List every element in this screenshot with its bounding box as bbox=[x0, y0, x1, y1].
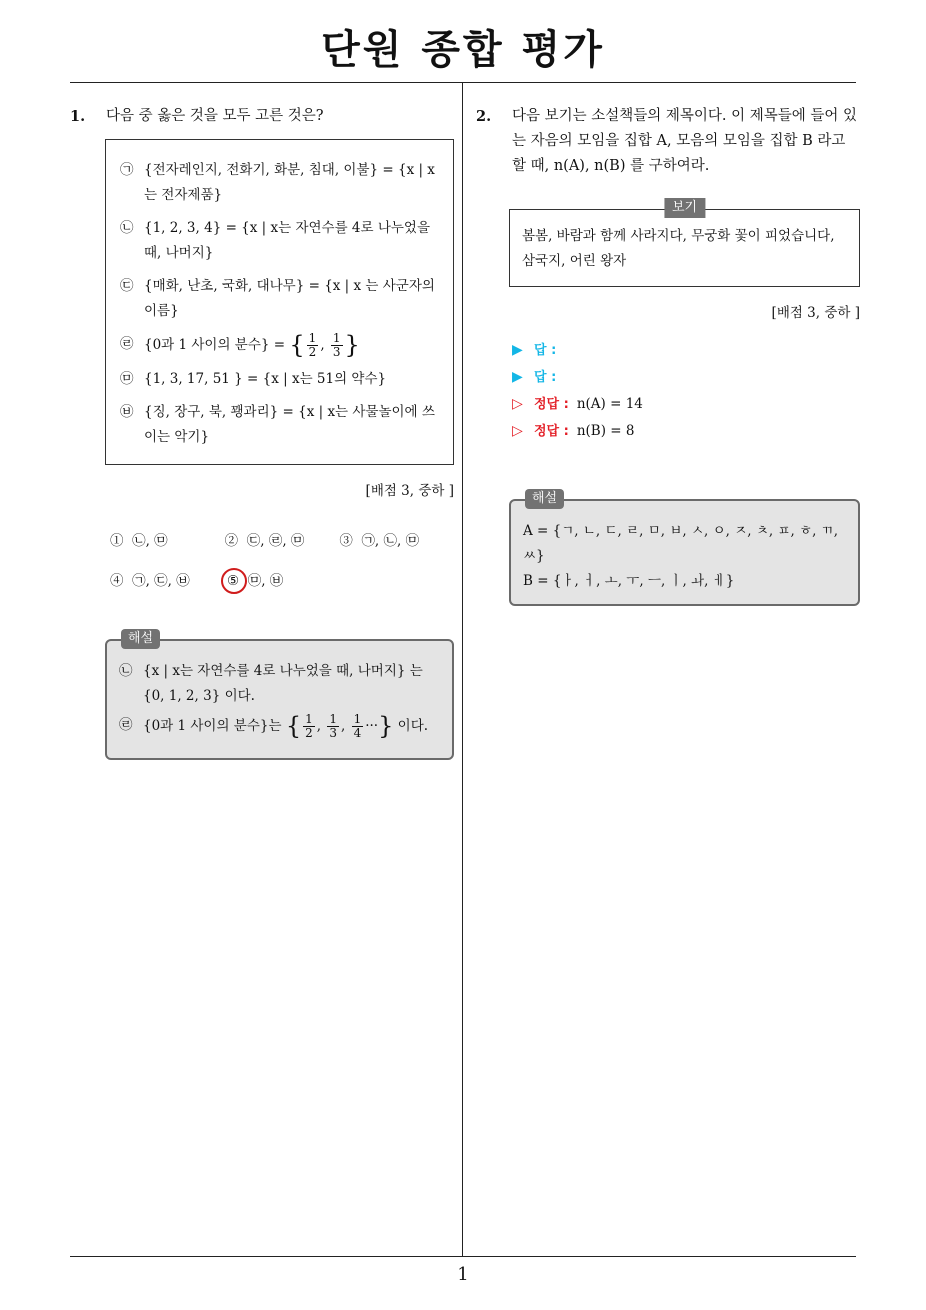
outline-arrow-icon: ▷ bbox=[512, 396, 523, 412]
statement-box bbox=[105, 139, 454, 465]
explanation-box bbox=[509, 491, 860, 606]
selected-answer-circle bbox=[221, 568, 247, 594]
question-number: 1. bbox=[70, 108, 86, 125]
question-number: 2. bbox=[476, 108, 492, 125]
fraction: $\frac{1}{2}$ bbox=[305, 712, 313, 740]
choice-5[interactable]: ⑤ ㉤, ㉥ bbox=[227, 569, 344, 589]
correct-answer-line: ▷ 정답 : n(B) = 8 bbox=[512, 418, 860, 445]
fraction: $\frac{1}{2}$ bbox=[308, 331, 317, 359]
fraction: $\frac{1}{3}$ bbox=[332, 331, 341, 359]
explanation-box: 해설 ㉡ {x | x는 자연수를 4로 나누었을 때, 나머지} 는 {0, 1, 2, 3} 이다. ㉣ {0과 1 사이의 분수}는 { $\frac{1}{2}$ , $\frac{1}{3}$ , $\frac{1}{4}$ ···} 이다. bbox=[105, 639, 454, 760]
choice-4[interactable]: ④ ㉠, ㉢, ㉥ bbox=[110, 573, 190, 589]
page-number: 1 bbox=[457, 1264, 469, 1285]
question-1 bbox=[70, 104, 454, 760]
choice-2[interactable]: ② ㉢, ㉣, ㉤ bbox=[224, 533, 305, 549]
explanation-line: B = {ㅏ, ㅓ, ㅗ, ㅜ, ㅡ, ㅣ, ㅘ, ㅔ} bbox=[523, 573, 735, 589]
correct-answer-line: ▷ 정답 : n(A) = 14 bbox=[512, 391, 860, 418]
statement-item: ㉤ {1, 3, 17, 51 } = {x | x는 51의 약수} bbox=[120, 371, 387, 387]
score-label: [배점 3, 중하 ] bbox=[771, 305, 860, 321]
fraction: $\frac{1}{3}$ bbox=[329, 712, 337, 740]
play-arrow-icon: ▶ bbox=[512, 342, 523, 358]
answer-choices bbox=[110, 529, 454, 589]
choice-3[interactable]: ③ ㉠, ㉡, ㉤ bbox=[339, 533, 420, 549]
question-2 bbox=[476, 104, 860, 606]
choice-1[interactable]: ① ㉡, ㉤ bbox=[110, 533, 168, 549]
question-text: 다음 중 옳은 것을 모두 고른 것은? bbox=[106, 108, 324, 124]
question-text: 다음 보기는 소설책들의 제목이다. 이 제목들에 들어 있는 자음의 모임을 집합 A, 모음의 모임을 집합 B 라고 할 때, n(A), n(B) 를 구하여라. bbox=[512, 108, 858, 174]
bogi-box bbox=[509, 200, 860, 287]
explanation-tag: 해설 bbox=[525, 489, 564, 509]
outline-arrow-icon: ▷ bbox=[512, 423, 523, 439]
statement-item: ㉡ {1, 2, 3, 4} = {x | x는 자연수를 4로 나누었을 때, 나머지} bbox=[120, 220, 430, 261]
statement-item: ㉣ {0과 1 사이의 분수} = { $\frac{1}{2}$ , $\frac{1}{3}$ } bbox=[120, 331, 360, 359]
explanation-line: A = {ㄱ, ㄴ, ㄷ, ㄹ, ㅁ, ㅂ, ㅅ, ㅇ, ㅈ, ㅊ, ㅍ, ㅎ, ㄲ, ㅆ} bbox=[523, 523, 839, 564]
statement-item: ㉥ {징, 장구, 북, 꽹과리} = {x | x는 사물놀이에 쓰이는 악기} bbox=[120, 404, 435, 445]
play-arrow-icon: ▶ bbox=[512, 369, 523, 385]
fraction: $\frac{1}{4}$ bbox=[353, 712, 362, 740]
statement-item: ㉢ {매화, 난초, 국화, 대나무} = {x | x 는 사군자의 이름} bbox=[120, 278, 435, 319]
explanation-tag: 해설 bbox=[121, 629, 160, 649]
header-rule bbox=[70, 82, 856, 83]
answer-line: ▶ 답 : bbox=[512, 337, 860, 364]
column-divider bbox=[462, 83, 463, 1257]
answer-list bbox=[512, 337, 860, 445]
footer-rule bbox=[70, 1256, 856, 1257]
page-title: 단원 종합 평가 bbox=[321, 27, 605, 73]
bogi-text: 봄봄, 바람과 함께 사라지다, 무궁화 꽃이 피었습니다, 삼국지, 어린 왕자 bbox=[522, 228, 835, 269]
statement-item: ㉠ {전자레인지, 전화기, 화분, 침대, 이불} = {x | x는 전자제품} bbox=[120, 162, 435, 203]
score-label: [배점 3, 중하 ] bbox=[365, 483, 454, 499]
answer-line: ▶ 답 : bbox=[512, 364, 860, 391]
bogi-tag: 보기 bbox=[664, 198, 705, 218]
